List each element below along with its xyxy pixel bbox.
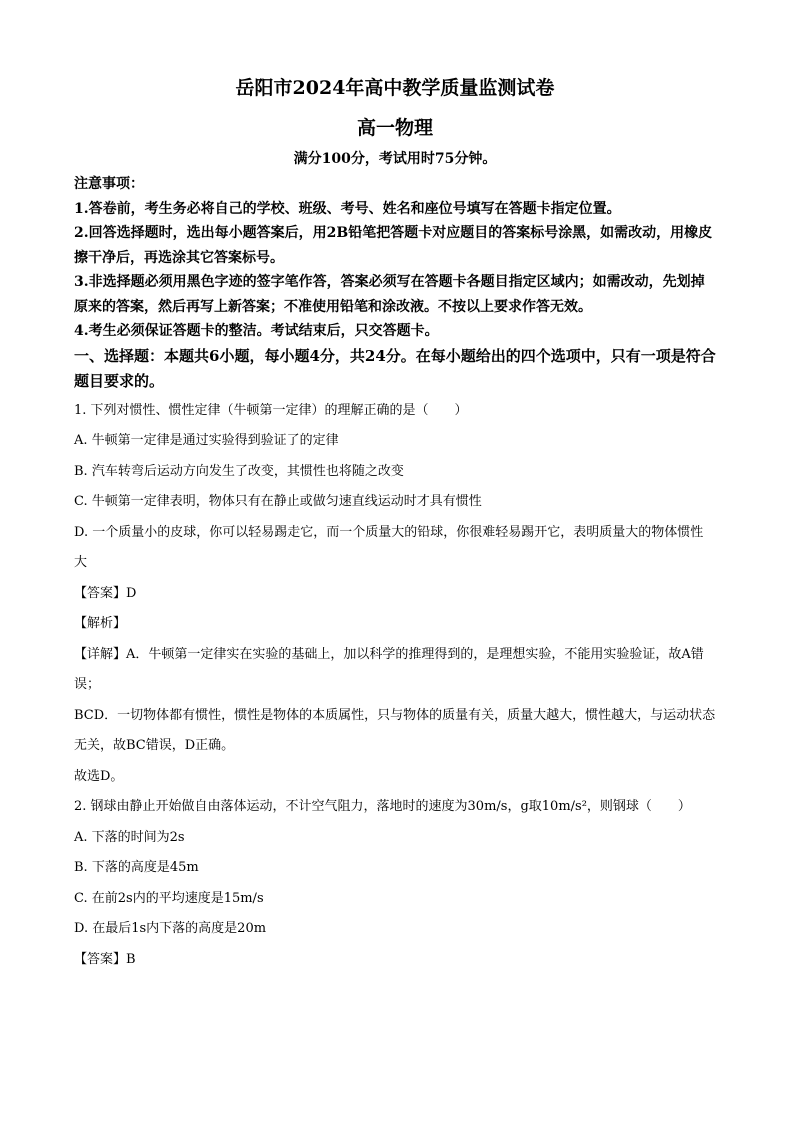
option-d: D. 在最后1s内下落的高度是20m (74, 921, 267, 936)
section-heading: 一、选择题：本题共6小题，每小题4分，共24分。在每小题给出的四个选项中，只有一项是符合题目要求的。 (74, 346, 716, 390)
question-stem: 2. 钢球由静止开始做自由落体运动，不计空气阻力，落地时的速度为30m/s，g取10m/s²，则钢球（ ） (74, 799, 691, 814)
option-c: C. 牛顿第一定律表明，物体只有在静止或做匀速直线运动时才具有惯性 (74, 494, 482, 509)
option-c: C. 在前2s内的平均速度是15m/s (74, 890, 264, 906)
detail-text: BCD．一切物体都有惯性，惯性是物体的本质属性，只与物体的质量有关，质量大越大，惯性越大，与运动状态无关，故BC错误，D正确。 (74, 707, 716, 753)
exam-title: 岳阳市2024年高中教学质量监测试卷 (235, 77, 555, 99)
note-item: 1.答卷前，考生务必将自己的学校、班级、考号、姓名和座位号填写在答题卡指定位置。 (74, 200, 621, 217)
answer-value: D (126, 585, 137, 601)
question-2 (74, 792, 716, 975)
question-1 (74, 396, 716, 793)
notes-heading: 注意事项： (74, 176, 144, 192)
detail-line (74, 640, 716, 701)
detail-label: 【详解】 (74, 646, 127, 662)
notes-block (74, 172, 716, 344)
note-item: 4.考生必须保证答题卡的整洁。考试结束后，只交答题卡。 (74, 323, 439, 339)
option-a: A. 下落的时间为2s (74, 829, 185, 845)
score-time-line: 满分100分，考试用时75分钟。 (293, 151, 497, 167)
answer-line (74, 945, 716, 976)
detail-text: 故选D。 (74, 768, 124, 784)
answer-value: B (126, 951, 136, 967)
option-b: B. 下落的高度是45m (74, 860, 199, 875)
option-b: B. 汽车转弯后运动方向发生了改变，其惯性也将随之改变 (74, 463, 404, 479)
answer-label: 【答案】 (74, 951, 127, 967)
option-d: D. 一个质量小的皮球，你可以轻易踢走它，而一个质量大的铅球，你很难轻易踢开它，表明质量大的物体惯性大 (74, 524, 704, 570)
option-a: A. 牛顿第一定律是通过实验得到验证了的定律 (74, 433, 339, 448)
answer-line (74, 579, 716, 610)
answer-label: 【答案】 (74, 585, 127, 601)
detail-text: A．牛顿第一定律实在实验的基础上，加以科学的推理得到的，是理想实验，不能用实验验证，故A错误； (74, 646, 704, 692)
analysis-label: 【解析】 (74, 616, 127, 631)
question-stem: 1. 下列对惯性、惯性定律（牛顿第一定律）的理解正确的是（ ） (74, 402, 468, 418)
note-item: 3.非选择题必须用黑色字迹的签字笔作答，答案必须写在答题卡各题目指定区域内；如需改动，先划掉原来的答案，然后再写上新答案；不准使用铅笔和涂改液。不按以上要求作答无效。 (74, 274, 705, 315)
note-item: 2.回答选择题时，选出每小题答案后，用2B铅笔把答题卡对应题目的答案标号涂黑，如需改动，用橡皮擦干净后，再选涂其它答案标号。 (74, 225, 713, 266)
subject-title: 高一物理 (356, 117, 433, 139)
